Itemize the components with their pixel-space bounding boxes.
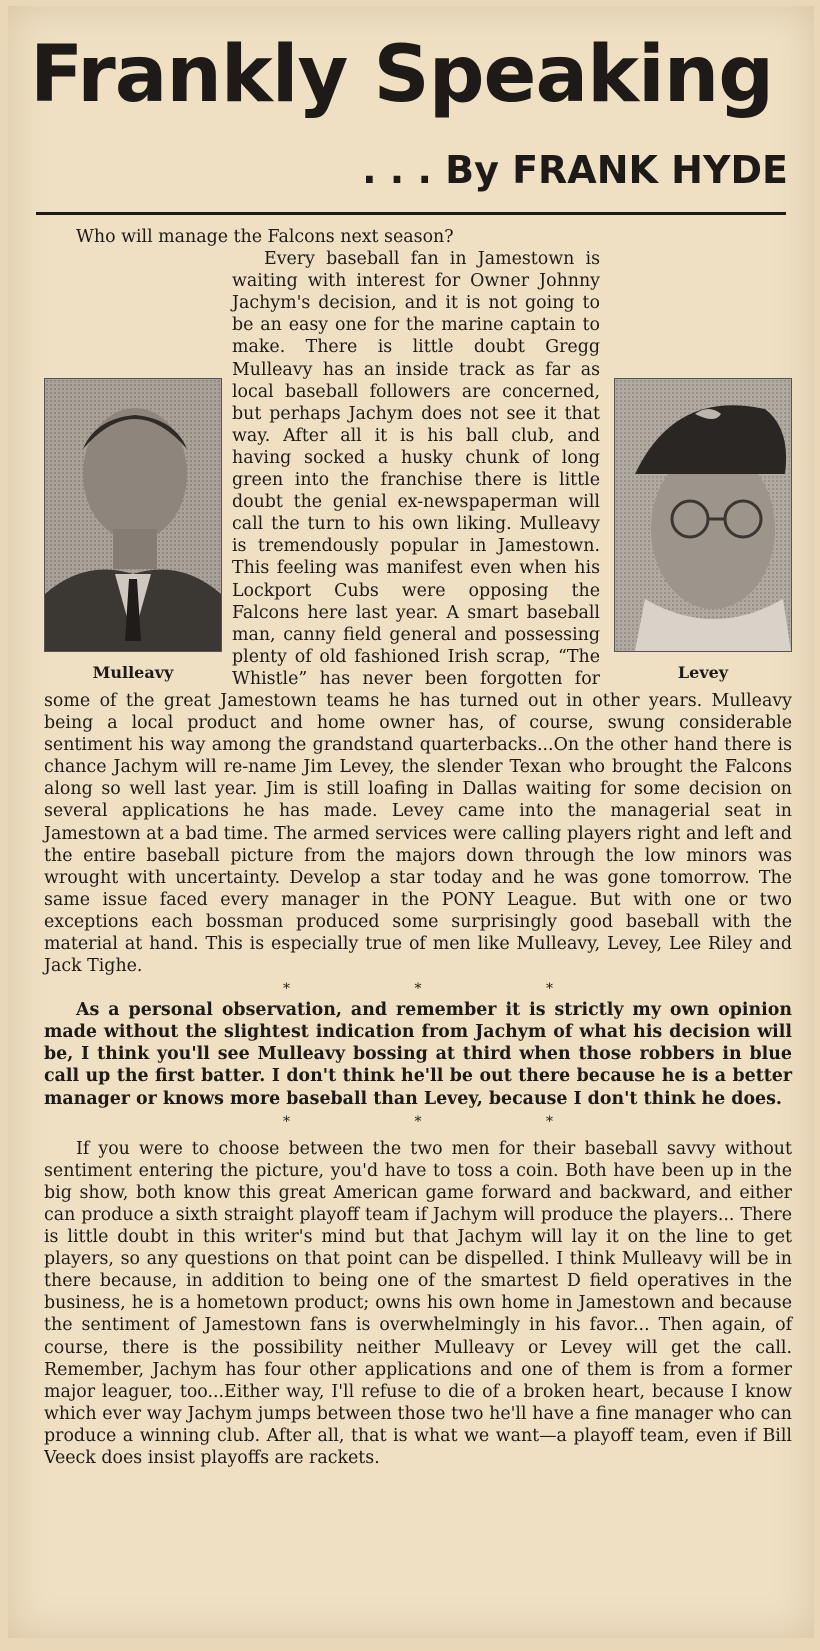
- headline: Frankly Speaking: [30, 30, 774, 120]
- caption-levey: Levey: [677, 663, 729, 683]
- paragraph-opinion: As a personal observation, and remember it is strictly my own opinion made without the slightest indication from Jachym of what his decision will be, I think you'll see Mulleavy bossing at third when those robbers in blue call up the first batter. I don't think he'll be out there because he is a better manager or knows more baseball than Levey, because I don't think he does.: [44, 1000, 792, 1109]
- photo-levey: [614, 378, 792, 684]
- newspaper-clipping: [8, 6, 814, 1638]
- portrait-mulleavy-image: [44, 378, 222, 652]
- section-divider-stars-2: * * *: [283, 1113, 613, 1130]
- article-body: [44, 226, 792, 1469]
- paragraph-main: Every baseball fan in Jamestown is waiting with interest for Owner Johnny Jachym's decision, and it is not going to be an easy one for the marine captain to make. There is little doubt Gregg Mulleavy has an inside track as far as local baseball followers are concerned, but perhaps Jachym does not see it that way. After all it is his ball club, and having socked a husky chunk of long green into the franchise there is little doubt the genial ex-newspaperman will call the turn to his own liking. Mulleavy is tremendously popular in Jamestown. This feeling was manifest even when his Lockport Cubs were opposing the Falcons here last year. A smart baseball man, canny field general and possessing plenty of old fashioned Irish scrap, “The Whistle” has never been forgotten for some of the great Jamestown teams he has turned out in other years. Mulleavy being a local product and home owner has, of course, swung considerable sentiment his way among the grandstand quarterbacks...On the other hand there is chance Jachym will re-name Jim Levey, the slender Texan who brought the Falcons along so well last year. Jim is still loafing in Dallas waiting for some decision on several applications he has made. Levey came into the managerial seat in Jamestown at a bad time. The armed services were calling players right and left and the entire baseball picture from the majors down through the low minors was wrought with uncertainty. Develop a star today and he was gone tomorrow. The same issue faced every manager in the PONY League. But with one or two exceptions each bossman produced some surprisingly good baseball with the material at hand. This is especially true of men like Mulleavy, Levey, Lee Riley and Jack Tighe.: [44, 249, 792, 977]
- portrait-levey-image: [614, 378, 792, 652]
- caption-mulleavy: Mulleavy: [92, 663, 174, 683]
- photo-mulleavy: [44, 378, 222, 684]
- section-divider-stars: * * *: [283, 981, 613, 998]
- byline: . . . By FRANK HYDE: [362, 148, 788, 192]
- paragraph-intro: Who will manage the Falcons next season?: [76, 227, 454, 247]
- header-rule: [36, 212, 786, 215]
- paragraph-closing: If you were to choose between the two men for their baseball savvy without sentiment entering the picture, you'd have to toss a coin. Both have been up in the big show, both know this great American game forward and backward, and either can produce a sixth straight playoff team if Jachym will produce the players... There is little doubt in this writer's mind but that Jachym will lay it on the line to get players, so any questions on that point can be dispelled. I think Mulleavy will be in there because, in addition to being one of the smartest D field operatives in the business, he is a hometown product; owns his own home in Jamestown and because the sentiment of Jamestown fans is overwhelmingly in his favor... Then again, of course, there is the possibility neither Mulleavy or Levey will get the call. Remember, Jachym has four other applications and one of them is from a former major leaguer, too...Either way, I'll refuse to die of a broken heart, because I know which ever way Jachym jumps between those two he'll have a fine manager who can produce a winning club. After all, that is what we want—a playoff team, even if Bill Veeck does insist playoffs are rackets.: [44, 1138, 792, 1468]
